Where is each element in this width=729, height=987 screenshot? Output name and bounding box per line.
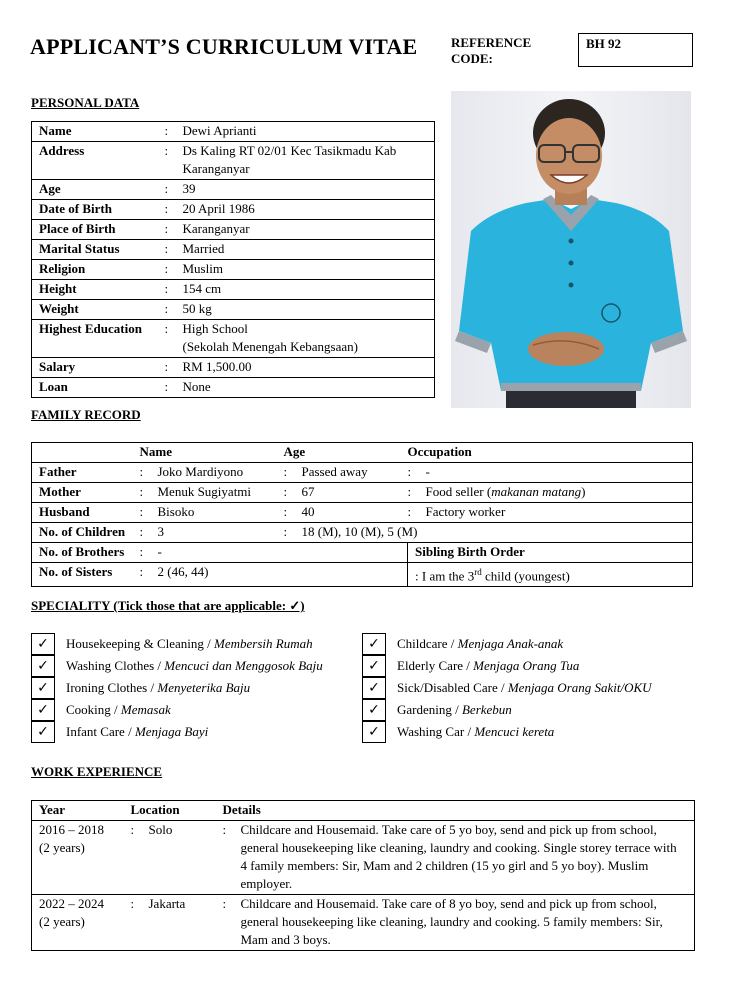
checkbox[interactable]: ✓: [31, 655, 55, 677]
speciality-item: [31, 655, 323, 677]
sibling-order-sup: rd: [474, 567, 482, 577]
education-label: Highest Education: [32, 320, 165, 358]
speciality-item: [31, 721, 208, 743]
colon: :: [165, 280, 183, 300]
colon: :: [140, 483, 158, 503]
speciality-ms: Menjaga Anak-anak: [457, 636, 564, 651]
colon: :: [284, 523, 302, 543]
work-year-range: 2016 – 2018: [39, 822, 104, 837]
speciality-label: [66, 636, 313, 652]
loan-label: Loan: [32, 378, 165, 398]
mother-occupation: [426, 483, 693, 503]
table-row: [32, 240, 435, 260]
name-value: Dewi Aprianti: [183, 122, 435, 142]
brothers-label: No. of Brothers: [32, 543, 140, 563]
checkbox[interactable]: ✓: [362, 655, 386, 677]
reference-label-line1: REFERENCE: [451, 35, 532, 50]
work-experience-heading: WORK EXPERIENCE: [31, 764, 163, 779]
mother-label: Mother: [32, 483, 140, 503]
work-details: Childcare and Housemaid. Take care of 8 yo boy, send and pick up from school, general housekeeping like cleaning, laundry and cooking. 5 family members: Sir, Mam and 3 boys.: [241, 895, 695, 951]
table-row: [32, 180, 435, 200]
reference-label-line2: CODE:: [451, 51, 493, 66]
speciality-en: Washing Clothes /: [66, 658, 165, 673]
colon: :: [408, 483, 426, 503]
colon: :: [165, 142, 183, 180]
colon: :: [223, 821, 241, 895]
marital-value: Married: [183, 240, 435, 260]
speciality-label: [397, 636, 563, 652]
colon: :: [165, 200, 183, 220]
colon: :: [165, 300, 183, 320]
table-row: [32, 320, 435, 358]
speciality-en: Infant Care /: [66, 724, 135, 739]
colon: :: [131, 895, 149, 951]
work-year-range: 2022 – 2024: [39, 896, 104, 911]
colon: :: [140, 463, 158, 483]
checkbox[interactable]: ✓: [362, 633, 386, 655]
speciality-en: Childcare /: [397, 636, 458, 651]
table-row: [32, 563, 693, 587]
speciality-ms: Memasak: [120, 702, 171, 717]
speciality-ms: Menjaga Orang Sakit/OKU: [507, 680, 652, 695]
father-label: Father: [32, 463, 140, 483]
colon: :: [165, 358, 183, 378]
colon: :: [408, 463, 426, 483]
speciality-label: [66, 658, 323, 674]
colon: :: [131, 821, 149, 895]
speciality-en: Ironing Clothes /: [66, 680, 158, 695]
portrait-illustration: [451, 91, 691, 408]
occupation-column-header: Occupation: [408, 443, 693, 463]
speciality-label: [397, 724, 554, 740]
age-column-header: Age: [284, 443, 408, 463]
education-line2: (Sekolah Menengah Kebangsaan): [182, 339, 358, 354]
colon: :: [284, 503, 302, 523]
colon: :: [284, 463, 302, 483]
speciality-label: [66, 702, 171, 718]
speciality-item: [362, 699, 512, 721]
speciality-ms: Berkebun: [461, 702, 512, 717]
speciality-item: [362, 721, 554, 743]
speciality-ms: Menyeterika Baju: [157, 680, 251, 695]
table-row: [32, 821, 695, 895]
table-row: [32, 358, 435, 378]
speciality-en: Cooking /: [66, 702, 121, 717]
address-line2: Karanganyar: [182, 161, 250, 176]
work-year: [32, 821, 131, 895]
checkbox[interactable]: ✓: [31, 699, 55, 721]
speciality-en: Sick/Disabled Care /: [397, 680, 508, 695]
table-row: [32, 142, 435, 180]
location-column-header: Location: [131, 801, 223, 821]
speciality-label: [66, 680, 250, 696]
speciality-item: [31, 677, 250, 699]
father-name: Joko Mardiyono: [158, 463, 284, 483]
speciality-en: Gardening /: [397, 702, 462, 717]
speciality-label: [66, 724, 208, 740]
reference-code-label: [451, 35, 561, 67]
husband-name: Bisoko: [158, 503, 284, 523]
checkbox[interactable]: ✓: [31, 633, 55, 655]
salary-value: RM 1,500.00: [183, 358, 435, 378]
children-count: 3: [158, 523, 284, 543]
table-row: [32, 200, 435, 220]
loan-value: None: [183, 378, 435, 398]
address-line1: Ds Kaling RT 02/01 Kec Tasikmadu Kab: [182, 143, 397, 158]
salary-label: Salary: [32, 358, 165, 378]
husband-occupation: Factory worker: [426, 503, 693, 523]
colon: :: [165, 378, 183, 398]
colon: :: [165, 320, 183, 358]
work-year: [32, 895, 131, 951]
weight-value: 50 kg: [183, 300, 435, 320]
details-column-header: Details: [223, 801, 695, 821]
speciality-en: Washing Car /: [397, 724, 475, 739]
checkbox[interactable]: ✓: [362, 699, 386, 721]
speciality-ms: Mencuci kereta: [474, 724, 555, 739]
colon: :: [223, 895, 241, 951]
speciality-heading: [31, 598, 305, 614]
speciality-en: Elderly Care /: [397, 658, 474, 673]
father-occupation: -: [426, 463, 693, 483]
education-line1: High School: [182, 321, 248, 336]
dob-value: 20 April 1986: [183, 200, 435, 220]
applicant-photo: [451, 91, 691, 408]
work-experience-table: [31, 800, 695, 951]
table-row: [32, 300, 435, 320]
table-row: [32, 895, 695, 951]
mother-age: 67: [302, 483, 408, 503]
page-title: APPLICANT’S CURRICULUM VITAE: [30, 34, 418, 59]
family-record-table: [31, 442, 693, 587]
weight-label: Weight: [32, 300, 165, 320]
colon: :: [165, 220, 183, 240]
age-value: 39: [183, 180, 435, 200]
year-column-header: Year: [32, 801, 131, 821]
children-label: No. of Children: [32, 523, 140, 543]
table-row: [32, 463, 693, 483]
colon: :: [165, 180, 183, 200]
religion-label: Religion: [32, 260, 165, 280]
speciality-item: [362, 677, 652, 699]
table-row: [32, 543, 693, 563]
height-value: 154 cm: [183, 280, 435, 300]
brothers-value: -: [158, 543, 408, 563]
sibling-order-title: Sibling Birth Order: [408, 543, 693, 563]
family-record-heading: FAMILY RECORD: [31, 407, 141, 422]
marital-label: Marital Status: [32, 240, 165, 260]
personal-data-heading: PERSONAL DATA: [31, 95, 140, 110]
table-row: [32, 378, 435, 398]
speciality-note: (Tick those that are applicable: ✓): [109, 598, 305, 613]
height-label: Height: [32, 280, 165, 300]
checkbox[interactable]: ✓: [362, 721, 386, 743]
speciality-ms: Menjaga Bayi: [134, 724, 209, 739]
table-row: [32, 280, 435, 300]
work-duration: (2 years): [39, 914, 85, 929]
speciality-item: [31, 699, 171, 721]
education-value: [183, 320, 435, 358]
work-location: Solo: [149, 821, 223, 895]
colon: :: [284, 483, 302, 503]
speciality-label: [397, 702, 512, 718]
table-row: [32, 503, 693, 523]
mother-name: Menuk Sugiyatmi: [158, 483, 284, 503]
speciality-en: Housekeeping & Cleaning /: [66, 636, 215, 651]
father-age: Passed away: [302, 463, 408, 483]
blank-header-cell: [32, 443, 140, 463]
table-row: [32, 122, 435, 142]
speciality-item: [362, 655, 579, 677]
husband-label: Husband: [32, 503, 140, 523]
table-row: [32, 523, 693, 543]
speciality-ms: Membersih Rumah: [214, 636, 313, 651]
pob-value: Karanganyar: [183, 220, 435, 240]
address-value: [183, 142, 435, 180]
colon: :: [140, 503, 158, 523]
dob-label: Date of Birth: [32, 200, 165, 220]
mother-occupation-italic: makanan matang: [491, 484, 582, 499]
age-label: Age: [32, 180, 165, 200]
speciality-label: [397, 658, 579, 674]
table-row: [32, 260, 435, 280]
sibling-order-suffix: child (youngest): [481, 568, 570, 584]
colon: :: [165, 260, 183, 280]
speciality-item: [362, 633, 563, 655]
name-column-header: Name: [140, 443, 284, 463]
speciality-ms: Menjaga Orang Tua: [473, 658, 580, 673]
speciality-label: [397, 680, 652, 696]
colon: :: [408, 503, 426, 523]
speciality-heading-text: SPECIALITY: [31, 598, 110, 613]
table-header-row: [32, 443, 693, 463]
table-row: [32, 220, 435, 240]
mother-occupation-end: ): [581, 484, 586, 499]
checkbox[interactable]: ✓: [31, 677, 55, 699]
checkbox[interactable]: ✓: [362, 677, 386, 699]
reference-code-box: BH 92: [578, 33, 693, 67]
mother-occupation-text: Food seller (: [425, 484, 492, 499]
table-row: [32, 483, 693, 503]
work-duration: (2 years): [39, 840, 85, 855]
colon: :: [165, 240, 183, 260]
sisters-value: 2 (46, 44): [158, 563, 408, 587]
address-label: Address: [32, 142, 165, 180]
colon: :: [140, 543, 158, 563]
sibling-order-prefix: : I am the 3: [415, 568, 475, 584]
colon: :: [140, 563, 158, 587]
speciality-item: [31, 633, 313, 655]
children-ages: 18 (M), 10 (M), 5 (M): [302, 523, 693, 543]
husband-age: 40: [302, 503, 408, 523]
table-header-row: [32, 801, 695, 821]
pob-label: Place of Birth: [32, 220, 165, 240]
name-label: Name: [32, 122, 165, 142]
colon: :: [140, 523, 158, 543]
religion-value: Muslim: [183, 260, 435, 280]
checkbox[interactable]: ✓: [31, 721, 55, 743]
colon: :: [165, 122, 183, 142]
speciality-ms: Mencuci dan Menggosok Baju: [164, 658, 323, 673]
sibling-order-value: [408, 563, 693, 587]
work-details: Childcare and Housemaid. Take care of 5 yo boy, send and pick up from school, general housekeeping like cleaning, laundry and cooking. Single storey terrace with 4 family members: Sir, Mam and 2 children (15 yo girl and 5 yo boy). Muslim employer.: [241, 821, 695, 895]
personal-data-table: [31, 121, 435, 398]
work-location: Jakarta: [149, 895, 223, 951]
sisters-label: No. of Sisters: [32, 563, 140, 587]
